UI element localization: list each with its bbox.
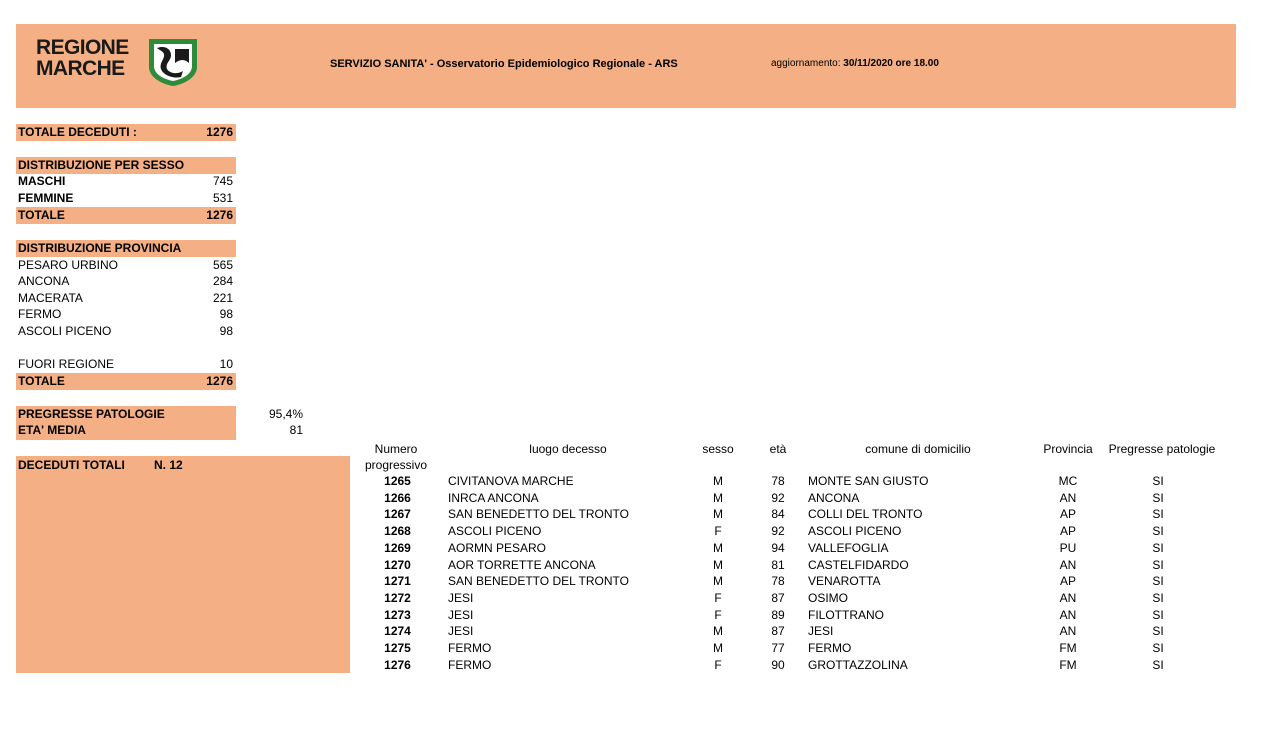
shield-emblem-icon — [147, 37, 199, 87]
table-row — [352, 557, 1232, 574]
provincia-label: PESARO URBINO — [18, 258, 119, 272]
cell-comune: GROTTAZZOLINA — [808, 657, 908, 672]
cell-provincia: MC — [1058, 474, 1078, 488]
logo-line-1: REGIONE — [36, 36, 129, 59]
cell-comune: VENAROTTA — [808, 574, 881, 589]
provincia-value: 98 — [219, 307, 233, 321]
cell-luogo: JESI — [448, 590, 474, 605]
cell-sesso: M — [713, 474, 723, 488]
provincia-totale-label: TOTALE — [18, 374, 65, 388]
maschi-label: MASCHI — [18, 174, 66, 188]
cell-eta: 87 — [771, 590, 785, 605]
table-row — [352, 623, 1232, 640]
sesso-totale-value: 1276 — [206, 208, 233, 222]
cell-provincia: FM — [1059, 641, 1077, 655]
cell-eta: 92 — [771, 490, 785, 505]
table-row — [352, 540, 1232, 557]
sesso-totale-label: TOTALE — [18, 208, 65, 222]
cell-luogo: INRCA ANCONA — [448, 490, 539, 505]
cell-numero: 1270 — [384, 557, 411, 572]
cell-eta: 94 — [771, 540, 785, 555]
col-header-sesso: sesso — [702, 442, 734, 456]
cell-provincia: FM — [1059, 657, 1077, 672]
col-header-provincia: Provincia — [1043, 442, 1093, 456]
table-row — [352, 473, 1232, 490]
col-header-comune: comune di domicilio — [865, 442, 971, 456]
cell-numero: 1272 — [384, 590, 411, 605]
table-row — [352, 640, 1232, 657]
col-header-patologie: Pregresse patologie — [1108, 442, 1216, 456]
table-row — [352, 657, 1232, 674]
cell-eta: 84 — [771, 507, 785, 522]
cell-sesso: F — [714, 657, 722, 672]
fuori-regione-value: 10 — [219, 357, 233, 371]
cell-numero: 1266 — [384, 490, 411, 505]
cell-comune: CASTELFIDARDO — [808, 557, 909, 572]
cell-patologie: SI — [1152, 490, 1164, 505]
cell-provincia: AN — [1059, 607, 1077, 622]
cell-patologie: SI — [1152, 557, 1164, 572]
cell-patologie: SI — [1152, 474, 1164, 488]
cell-numero: 1267 — [384, 507, 411, 522]
cell-eta: 92 — [771, 524, 785, 539]
femmine-value: 531 — [212, 191, 233, 205]
provincia-row — [16, 257, 236, 274]
cell-luogo: JESI — [448, 624, 474, 639]
provincia-label: ANCONA — [18, 274, 70, 288]
cell-provincia: AP — [1059, 574, 1076, 589]
cell-luogo: SAN BENEDETTO DEL TRONTO — [448, 574, 629, 589]
update-info — [771, 58, 939, 69]
provincia-value: 284 — [212, 274, 233, 288]
cell-patologie: SI — [1152, 540, 1164, 555]
deceduti-totali-label: DECEDUTI TOTALI — [18, 458, 125, 472]
provincia-row — [16, 290, 236, 307]
sesso-totale-row — [16, 207, 236, 224]
cell-eta: 87 — [771, 624, 785, 639]
cell-eta: 78 — [771, 474, 785, 488]
cell-luogo: ASCOLI PICENO — [448, 524, 542, 539]
patologie-label: PREGRESSE PATOLOGIE — [18, 407, 165, 421]
femmine-row — [16, 190, 236, 207]
cell-patologie: SI — [1152, 524, 1164, 539]
cell-comune: ANCONA — [808, 490, 860, 505]
regione-marche-logo — [36, 37, 202, 89]
cell-sesso: F — [714, 607, 722, 622]
col-header-eta: età — [769, 442, 787, 456]
col-header-numero-line1: Numero — [374, 442, 418, 456]
cell-eta: 89 — [771, 607, 785, 622]
eta-media-value: 81 — [289, 423, 303, 437]
cell-comune: OSIMO — [808, 590, 849, 605]
deceduti-totali-box — [16, 456, 350, 673]
maschi-row — [16, 173, 236, 190]
cell-numero: 1269 — [384, 540, 411, 555]
deceduti-totali-count: N. 12 — [154, 458, 183, 472]
table-row — [352, 590, 1232, 607]
cell-comune: VALLEFOGLIA — [808, 540, 889, 555]
table-row — [352, 490, 1232, 507]
cell-eta: 81 — [771, 557, 785, 572]
table-row — [352, 573, 1232, 590]
logo-line-2: MARCHE — [36, 57, 125, 80]
update-label: aggiornamento: — [771, 58, 841, 69]
provincia-label: MACERATA — [18, 291, 83, 305]
eta-media-label: ETA' MEDIA — [18, 423, 86, 437]
cell-numero: 1271 — [384, 574, 411, 589]
femmine-label: FEMMINE — [18, 191, 74, 205]
provincia-label: FERMO — [18, 307, 62, 321]
cell-numero: 1268 — [384, 524, 411, 539]
cell-sesso: M — [713, 624, 723, 639]
cell-patologie: SI — [1152, 607, 1164, 622]
cell-comune: JESI — [808, 624, 834, 639]
cell-comune: FILOTTRANO — [808, 607, 885, 622]
cell-provincia: AN — [1059, 624, 1077, 639]
cell-sesso: M — [713, 507, 723, 522]
update-value: 30/11/2020 ore 18.00 — [843, 58, 939, 69]
sesso-section-title — [16, 157, 236, 174]
cell-sesso: M — [713, 540, 723, 555]
cell-patologie: SI — [1152, 574, 1164, 589]
table-row — [352, 607, 1232, 624]
cell-eta: 78 — [771, 574, 785, 589]
fuori-regione-row — [16, 356, 236, 373]
cell-eta: 90 — [771, 657, 785, 672]
maschi-value: 745 — [212, 174, 233, 188]
totale-deceduti-label: TOTALE DECEDUTI : — [18, 125, 137, 139]
cell-luogo: FERMO — [448, 641, 492, 655]
cell-comune: COLLI DEL TRONTO — [808, 507, 923, 522]
cell-patologie: SI — [1152, 507, 1164, 522]
provincia-row — [16, 323, 236, 340]
provincia-section-title — [16, 240, 236, 257]
provincia-label: ASCOLI PICENO — [18, 324, 112, 338]
totale-deceduti-row — [16, 124, 236, 141]
col-header-luogo: luogo decesso — [529, 442, 607, 456]
col-header-numero-line2: progressivo — [364, 458, 428, 472]
cell-patologie: SI — [1152, 641, 1164, 655]
cell-numero: 1265 — [384, 474, 411, 488]
provincia-totale-value: 1276 — [206, 374, 233, 388]
cell-sesso: F — [714, 590, 722, 605]
cell-patologie: SI — [1152, 624, 1164, 639]
cell-sesso: M — [713, 557, 723, 572]
provincia-title-text: DISTRIBUZIONE PROVINCIA — [18, 241, 182, 255]
cell-provincia: AP — [1059, 507, 1076, 522]
table-row — [352, 523, 1232, 540]
cell-sesso: F — [714, 524, 722, 539]
cell-provincia: AN — [1059, 557, 1077, 572]
provincia-value: 221 — [212, 291, 233, 305]
logo-text — [36, 37, 129, 79]
cell-numero: 1276 — [384, 657, 411, 672]
cell-numero: 1274 — [384, 624, 411, 639]
provincia-row — [16, 306, 236, 323]
cell-provincia: AN — [1059, 590, 1077, 605]
cell-provincia: AN — [1059, 490, 1077, 505]
cell-eta: 77 — [771, 641, 785, 655]
provincia-totale-row — [16, 373, 236, 390]
cell-comune: MONTE SAN GIUSTO — [808, 474, 929, 488]
cell-numero: 1273 — [384, 607, 411, 622]
cell-sesso: M — [713, 574, 723, 589]
cell-luogo: AOR TORRETTE ANCONA — [448, 557, 596, 572]
table-row — [352, 506, 1232, 523]
cell-luogo: CIVITANOVA MARCHE — [448, 474, 574, 488]
cell-sesso: M — [713, 641, 723, 655]
provincia-value: 565 — [212, 258, 233, 272]
totale-deceduti-value: 1276 — [206, 125, 233, 139]
provincia-value: 98 — [219, 324, 233, 338]
cell-luogo: FERMO — [448, 657, 492, 672]
cell-sesso: M — [713, 490, 723, 505]
patologie-value: 95,4% — [268, 407, 303, 421]
fuori-regione-label: FUORI REGIONE — [18, 357, 115, 371]
cell-luogo: SAN BENEDETTO DEL TRONTO — [448, 507, 629, 522]
cell-provincia: AP — [1059, 524, 1076, 539]
cell-provincia: PU — [1059, 540, 1077, 555]
page-title: SERVIZIO SANITA' - Osservatorio Epidemiologico Regionale - ARS — [330, 58, 678, 70]
sesso-title-text: DISTRIBUZIONE PER SESSO — [18, 158, 185, 172]
cell-patologie: SI — [1152, 657, 1164, 672]
cell-comune: ASCOLI PICENO — [808, 524, 902, 539]
cell-luogo: JESI — [448, 607, 474, 622]
cell-patologie: SI — [1152, 590, 1164, 605]
cell-luogo: AORMN PESARO — [448, 540, 547, 555]
header-band — [16, 24, 1236, 108]
cell-numero: 1275 — [384, 641, 411, 655]
cell-comune: FERMO — [808, 641, 852, 655]
provincia-row — [16, 273, 236, 290]
col-header-numero — [356, 441, 436, 473]
